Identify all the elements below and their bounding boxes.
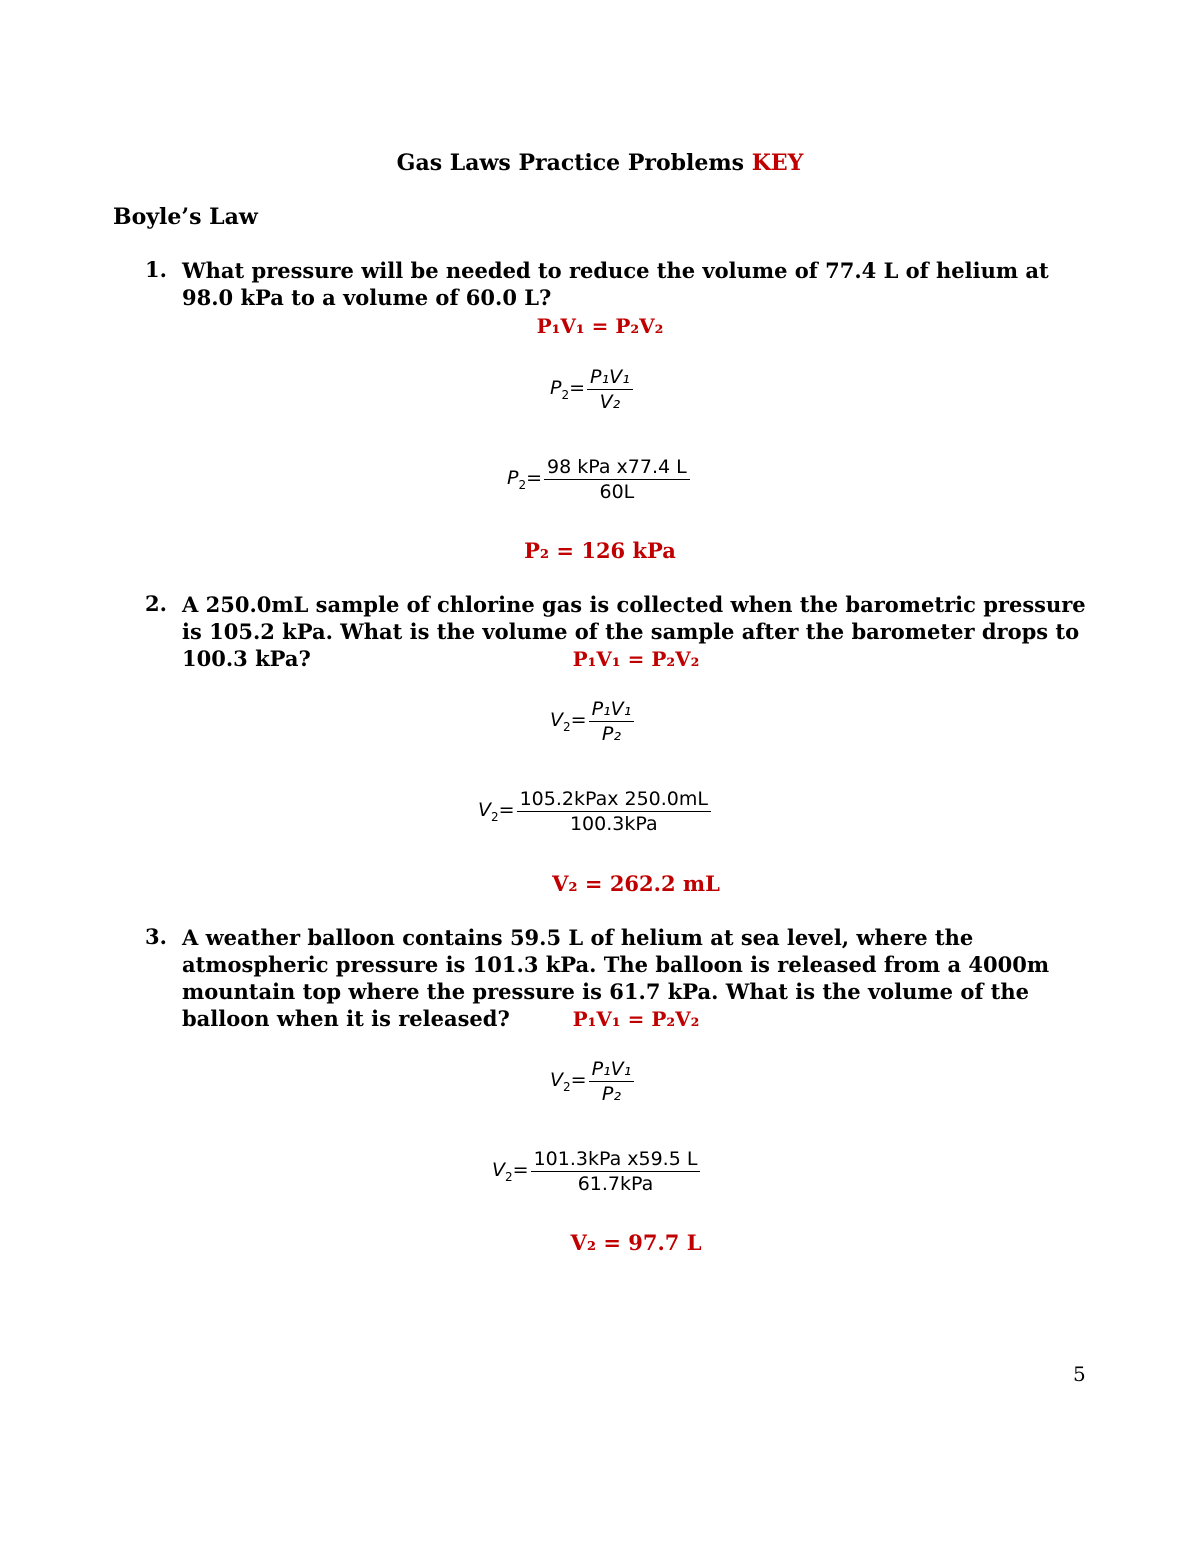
fraction-denominator: 60L bbox=[599, 481, 635, 503]
fraction bbox=[587, 366, 633, 413]
boyles-law-equation: P₁V₁ = P₂V₂ bbox=[572, 647, 700, 671]
formula-lhs: $V_2=$ bbox=[550, 1069, 587, 1094]
fraction-denominator: P₂ bbox=[601, 723, 621, 745]
formula-lhs: $P_2=$ bbox=[507, 467, 543, 492]
fraction-numerator: P₁V₁ bbox=[589, 698, 635, 722]
problem-text: A weather balloon contains 59.5 L of helium at sea level, where the atmospheric pressure is 101.3 kPa. The balloon is released from a 4000m mountain top where the pressure is 61.7 kPa. What is the volume of the balloon when it is released? bbox=[182, 925, 1050, 1031]
boyles-law-equation: P₁V₁ = P₂V₂ bbox=[536, 314, 664, 338]
formula-lhs: $V_2=$ bbox=[550, 709, 587, 734]
page-number: 5 bbox=[1073, 1362, 1086, 1386]
fraction-denominator: P₂ bbox=[601, 1083, 621, 1105]
fraction-numerator: 98 kPa x77.4 L bbox=[544, 456, 690, 480]
problem-text: What pressure will be needed to reduce the volume of 77.4 L of helium at 98.0 kPa to a volume of 60.0 L? bbox=[182, 258, 1049, 310]
fraction bbox=[544, 456, 690, 503]
problem-number: 2. bbox=[145, 591, 167, 616]
fraction-numerator: P₁V₁ bbox=[587, 366, 633, 390]
problem-text: A 250.0mL sample of chlorine gas is collected when the barometric pressure is 105.2 kPa. What is the volume of the sample after the barometer drops to 100.3 kPa? bbox=[182, 592, 1086, 671]
fraction-numerator: 101.3kPa x59.5 L bbox=[531, 1148, 701, 1172]
problem-number: 3. bbox=[145, 924, 167, 949]
fraction-denominator: 100.3kPa bbox=[569, 813, 658, 835]
fraction bbox=[531, 1148, 701, 1195]
fraction bbox=[589, 698, 635, 745]
substitution-equation bbox=[507, 456, 690, 503]
fraction-numerator: 105.2kPax 250.0mL bbox=[517, 788, 711, 812]
answer: V₂ = 262.2 mL bbox=[552, 871, 720, 896]
fraction-numerator: P₁V₁ bbox=[589, 1058, 635, 1082]
title-text: Gas Laws Practice Problems bbox=[396, 150, 745, 176]
title-key-label: KEY bbox=[751, 150, 804, 176]
formula-rearranged bbox=[550, 366, 633, 413]
page-title bbox=[0, 150, 1200, 176]
formula-lhs: $V_2=$ bbox=[492, 1159, 529, 1184]
section-heading: Boyle’s Law bbox=[113, 204, 258, 230]
substitution-equation bbox=[492, 1148, 700, 1195]
answer: P₂ = 126 kPa bbox=[524, 538, 676, 563]
formula-rearranged bbox=[550, 1058, 634, 1105]
fraction-denominator: V₂ bbox=[599, 391, 621, 413]
formula-lhs: $P_2=$ bbox=[550, 377, 586, 402]
formula-rearranged bbox=[550, 698, 634, 745]
formula-lhs: $V_2=$ bbox=[478, 799, 515, 824]
substitution-equation bbox=[478, 788, 711, 835]
fraction bbox=[589, 1058, 635, 1105]
boyles-law-equation: P₁V₁ = P₂V₂ bbox=[572, 1007, 700, 1031]
answer: V₂ = 97.7 L bbox=[570, 1230, 702, 1255]
fraction bbox=[517, 788, 711, 835]
fraction-denominator: 61.7kPa bbox=[577, 1173, 654, 1195]
problem-number: 1. bbox=[145, 257, 167, 282]
